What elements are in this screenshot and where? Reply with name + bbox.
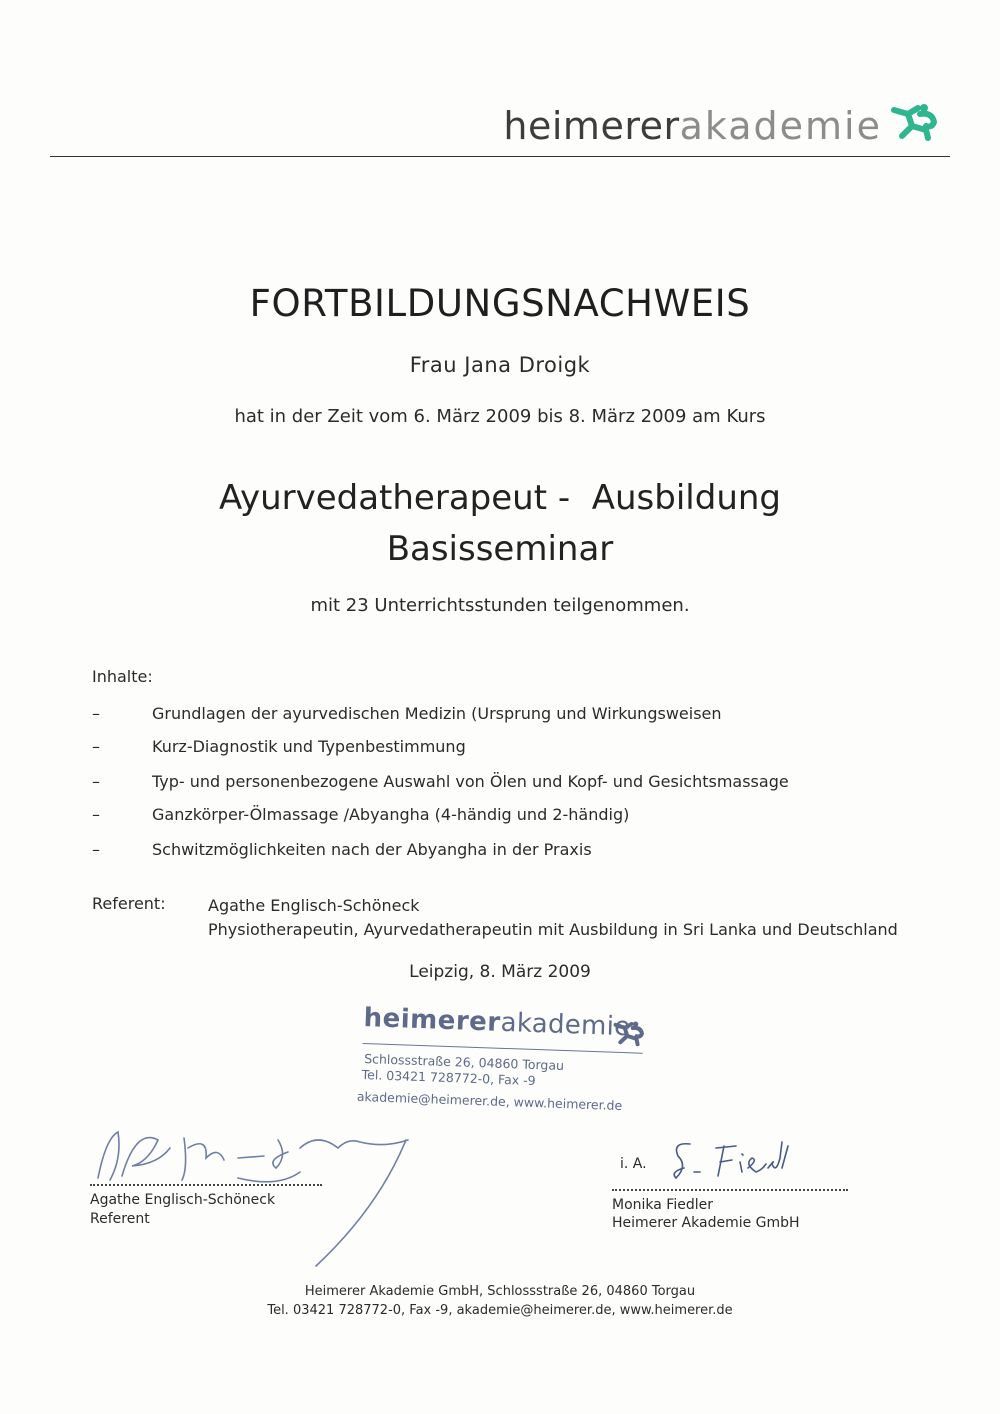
list-item-text: Ganzkörper-Ölmassage /Abyangha (4-händig und 2-händig) [152,805,630,824]
list-bullet: – [92,772,100,791]
stamp-runner-icon [611,1018,648,1049]
list-bullet: – [92,704,100,723]
left-signature-line [90,1184,322,1186]
stamp-phone: Tel. 03421 728772-0, Fax -9 [361,1066,536,1089]
list-item-text: Grundlagen der ayurvedischen Medizin (Ursprung und Wirkungsweisen [152,704,722,723]
list-item-text: Kurz-Diagnostik und Typenbestimmung [152,737,466,756]
stamp-address: Schlossstraße 26, 04860 Torgau [363,1051,565,1074]
referent-description: Physiotherapeutin, Ayurvedatherapeutin mit Ausbildung in Sri Lanka und Deutschland [208,920,898,939]
stamp-word-heimerer: heimerer [363,1003,502,1038]
referent-name: Agathe Englisch-Schöneck [208,896,420,915]
stamp-brand [363,1003,631,1042]
on-behalf-prefix: i. A. [620,1156,647,1172]
course-period: hat in der Zeit vom 6. März 2009 bis 8. März 2009 am Kurs [234,406,766,427]
recipient-name: Frau Jana Droigk [409,353,591,377]
company-stamp [354,1003,658,1133]
brand-logo [503,98,942,148]
list-bullet: – [92,840,100,859]
course-hours: mit 23 Unterrichtsstunden teilgenommen. [310,595,690,616]
footer-address: Heimerer Akademie GmbH, Schlossstraße 26, 04860 Torgau [304,1284,696,1299]
list-bullet: – [92,737,100,756]
right-signature-line [612,1189,848,1191]
contents-label: Inhalte: [92,667,153,686]
list-bullet: – [92,805,100,824]
referent-label: Referent: [92,894,166,913]
list-item-text: Typ- und personenbezogene Auswahl von Ölen und Kopf- und Gesichtsmassage [152,772,789,791]
left-signatory-name: Agathe Englisch-Schöneck [90,1192,276,1208]
right-signatory-org: Heimerer Akademie GmbH [612,1215,800,1231]
brand-word-akademie: akademie [679,104,882,148]
footer-contact: Tel. 03421 728772-0, Fax -9, akademie@heimerer.de, www.heimerer.de [267,1303,733,1318]
header-divider [50,156,950,157]
certificate-title: FORTBILDUNGSNACHWEIS [249,282,751,325]
runner-logo-icon [888,102,942,142]
brand-word-heimerer: heimerer [503,104,680,148]
left-signatory-role: Referent [90,1211,150,1227]
stamp-web: akademie@heimerer.de, www.heimerer.de [356,1088,623,1114]
right-signature-scribble [664,1138,794,1186]
right-signatory-name: Monika Fiedler [612,1197,713,1213]
stamp-word-akademie: akademie [500,1007,632,1043]
list-item-text: Schwitzmöglichkeiten nach der Abyangha in der Praxis [152,840,592,859]
course-title-line1: Ayurvedatherapeut - Ausbildung [219,478,781,518]
place-date: Leipzig, 8. März 2009 [409,962,591,982]
course-title-line2: Basisseminar [386,529,614,569]
